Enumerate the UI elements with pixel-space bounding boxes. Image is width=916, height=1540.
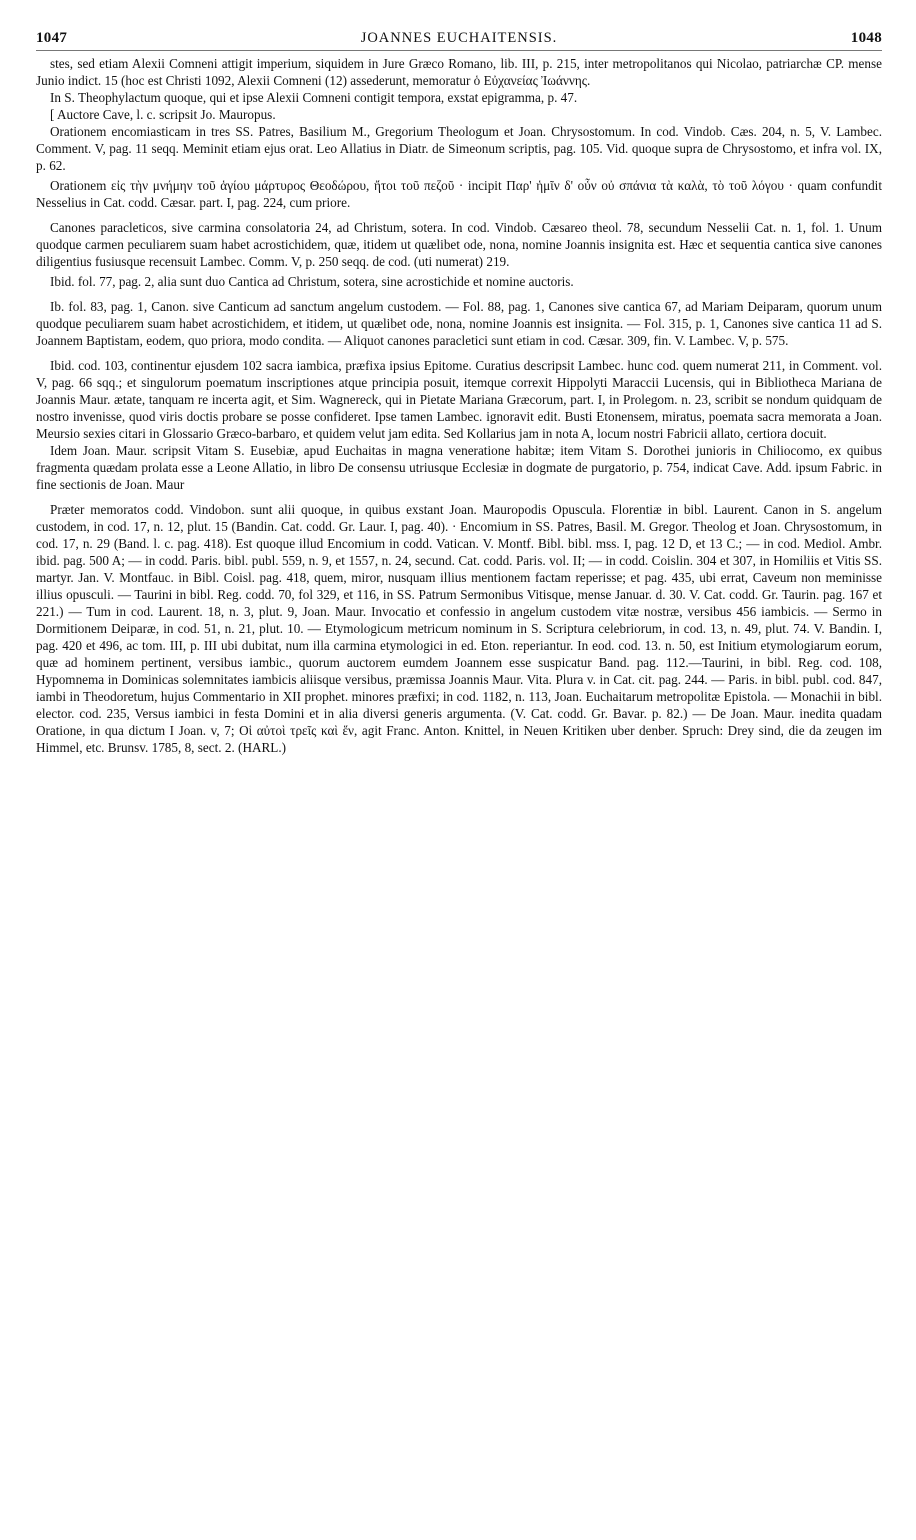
running-header [36, 30, 882, 51]
left-page-number: 1047 [36, 30, 68, 46]
paragraph-codices: Præter memoratos codd. Vindobon. sunt alii quoque, in quibus exstant Joan. Mauropodis Opuscula. Florentiæ in bibl. Laurent. Canon in S. angelum custodem, in cod. 17, n. 12, plut. 15 (Bandin. Cat. codd. Gr. Laur. I, pag. 40). · Encomium in SS. Patres, Basil. M. Gregor. Theolog et Joan. Chrysostomum, in cod. 17, n. 29 (Band. l. c. pag. 418). Est quoque illud Encomium in codd. Vatican. V. Montf. Bibl. bibl. mss. I, pag. 12 D, et 13 C.; — in cod. Mediol. Ambr. ibid. pag. 500 A; — in codd. Paris. bibl. publ. 559, n. 9, et 1557, n. 24, secund. Cat. codd. Paris. vol. II; — in codd. Coislin. 304 et 307, in Homiliis et Vitis SS. martyr. Jan. V. Montfauc. in Bibl. Coisl. pag. 418, quem, miror, nusquam illius mentionem factam reperisse; et pag. 435, ubi errat, Caveum non meminisse illius opusculi. — Taurini in bibl. Reg. codd. 70, fol 329, et 116, in SS. Patrum Sermonibus Vitisque, mense Januar. d. 30. V. Cat. codd. Gr. Taurin. pag. 167 et 221.) — Tum in cod. Laurent. 18, n. 3, plut. 9, Joan. Maur. Invocatio et confessio in angelum custodem vitæ nostræ, versibus 456 iambicis. — Sermo in Dormitionem Deiparæ, in cod. 51, n. 21, plut. 10. — Etymologicum metricum nominum in S. Scriptura celebriorum, in cod. 13, n. 49, plut. 74. V. Bandin. I, pag. 420 et 496, ac tom. III, p. III ubi dubitat, num illa carmina etymologici in ed. Eton. reperiantur. In eod. cod. 13. n. 50, est Initium etymologiarum eorum, quæ ad hominem pertinent, versibus iambic., quorum auctorem eumdem Joannem esse suspicatur Band. pag. 112.—Taurini, in bibl. Reg. cod. 108, Hypomnema in Dominicas solemnitates iambicis aliisque versibus, præmissa Joannis Maur. Vita. Plura v. in Cat. cit. pag. 244. — Paris. in bibl. publ. cod. 847, iambi in Theodoretum, hujus Commentario in XII prophet. minores præfixi; in cod. 1182, n. 113, Joan. Euchaitarum metropolitæ Epistola. — Monachii in bibl. elector. cod. 235, Versus iambici in festa Domini et in alia diversi generis argumenta. (V. Cat. codd. Gr. Bavar. p. 82.) — De Joan. Maur. inedita quadam Oratione, in qua dictum I Joan. v, 7; Οἱ αὐτοὶ τρεῖς καὶ ἕν, agit Franc. Anton. Knittel, in Neuen Kritiken uber denber. Spruch: Drey sind, die da zeugen im Himmel, etc. Brunsv. 1785, 8, sect. 2. (HARL.) [36, 502, 882, 755]
paragraph-cave-note: [ Auctore Cave, l. c. scripsit Jo. Mauropus. [50, 107, 276, 122]
running-title: JOANNES EUCHAITENSIS. [360, 30, 558, 46]
paragraph-canon-angelum: Ib. fol. 83, pag. 1, Canon. sive Canticum ad sanctum angelum custodem. — Fol. 88, pag. 1, Canones sive cantica 67, ad Mariam Deiparam, quorum unum quodque peculiarem suam habet acrostichidem, et itidem, ut quælibet ode, nona, nomine Joannis est insignita. — Fol. 315, p. 1, Canones sive cantica 11 ad S. Joannem Baptistam, eodem, quo priora, modo condita. — Aliquot canones paracletici sunt etiam in cod. Cæsar. 309, fin. V. Lambec. V, p. 575. [36, 299, 882, 348]
paragraph-canones-paracletici: Canones paracleticos, sive carmina consolatoria 24, ad Christum, sotera. In cod. Vindob. Cæsareo theol. 78, secundum Nesselii Cat. n. 1, fol. 1. Unum quodque carmen peculiarem suam habet acrostichidem, quæ, itidem ut quælibet ode, nona, nomine Joannis insignita est. Hæc et sequentia cantica sive canones diligentius fusiusque recensuit Lambec. Comm. V, p. 250 seqq. de cod. (uti numerat) 219. [36, 220, 882, 269]
paragraph-alexius-comnenus: stes, sed etiam Alexii Comneni attigit imperium, siquidem in Jure Græco Romano, lib. III, p. 215, inter metropolitanos qui Nicolao, patriarchæ CP. mense Junio indict. 15 (hoc est Christi 1092, Alexii Comneni (12) assederunt, memoratur ὁ Εὐχανείας Ἰωάννης. [36, 56, 882, 88]
paragraph-vita-eusebiae: Idem Joan. Maur. scripsit Vitam S. Eusebiæ, apud Euchaitas in magna veneratione habitæ; item Vitam S. Dorothei junioris in Chiliocomo, ex quibus fragmenta quædam prolata esse a Leone Allatio, in libro De consensu utriusque Ecclesiæ in dogmate de purgatorio, p. 754, indicat Cave. Add. ipsum Fabric. in fine sectionis de Joan. Maur [36, 443, 882, 492]
paragraph-oratio-encomiastica: Orationem encomiasticam in tres SS. Patres, Basilium M., Gregorium Theologum et Joan. Chrysostomum. In cod. Vindob. Cæs. 204, n. 5, V. Lambec. Comment. V, pag. 11 seqq. Meminit etiam ejus orat. Leo Allatius in Diatr. de Simeonum scriptis, pag. 105. Vid. quoque supra de Chrysostomo, et infra vol. IX, p. 62. [36, 124, 882, 173]
paragraph-duo-cantica: Ibid. fol. 77, pag. 2, alia sunt duo Cantica ad Christum, sotera, sine acrostichide et nomine auctoris. [50, 274, 574, 289]
paragraph-sacra-iambica: Ibid. cod. 103, continentur ejusdem 102 sacra iambica, præfixa ipsius Epitome. Curatius descripsit Lambec. hunc cod. quem numerat 211, in Comment. vol. V, pag. 66 sqq.; et singulorum poematum inscriptiones atque principia posuit, itemque correxit Hippolyti Maraccii Lucensis, qui in Bibliotheca Mariana de Joannis Maur. ætate, tanquam re incerta agit, et Sim. Wagnereck, qui in Pietate Mariana Græcorum, part. I, in Prolegom. n. 23, scribit se nondum quidquam de nostro invenisse, quod viris doctis probare se posse confideret. Ipse tamen Lambec. ignoravit edit. Busti Etonensem, miratus, poemata sacra memorata a Joan. Meursio sexies citari in Glossario Græco-barbaro, et quidem velut jam edita. Sed Kollarius jam in nota A, locum nostri Fabricii allato, certiora docuit. [36, 358, 882, 441]
paragraph-oratio-theodorus: Orationem εἰς τὴν μνήμην τοῦ ἁγίου μάρτυρος Θεοδώρου, ἤτοι τοῦ πεζοῦ · incipit Παρ' ἡμῖν δ' οὖν οὐ σπάνια τὰ καλὰ, τὸ τοῦ λόγου · quam confundit Nesselius in Cat. codd. Cæsar. part. I, pag. 224, cum priore. [36, 178, 882, 210]
right-page-number: 1048 [850, 30, 882, 46]
paragraph-theophylactus-epigram: In S. Theophylactum quoque, qui et ipse Alexii Comneni contigit tempora, exstat epigramma, p. 47. [50, 90, 578, 105]
